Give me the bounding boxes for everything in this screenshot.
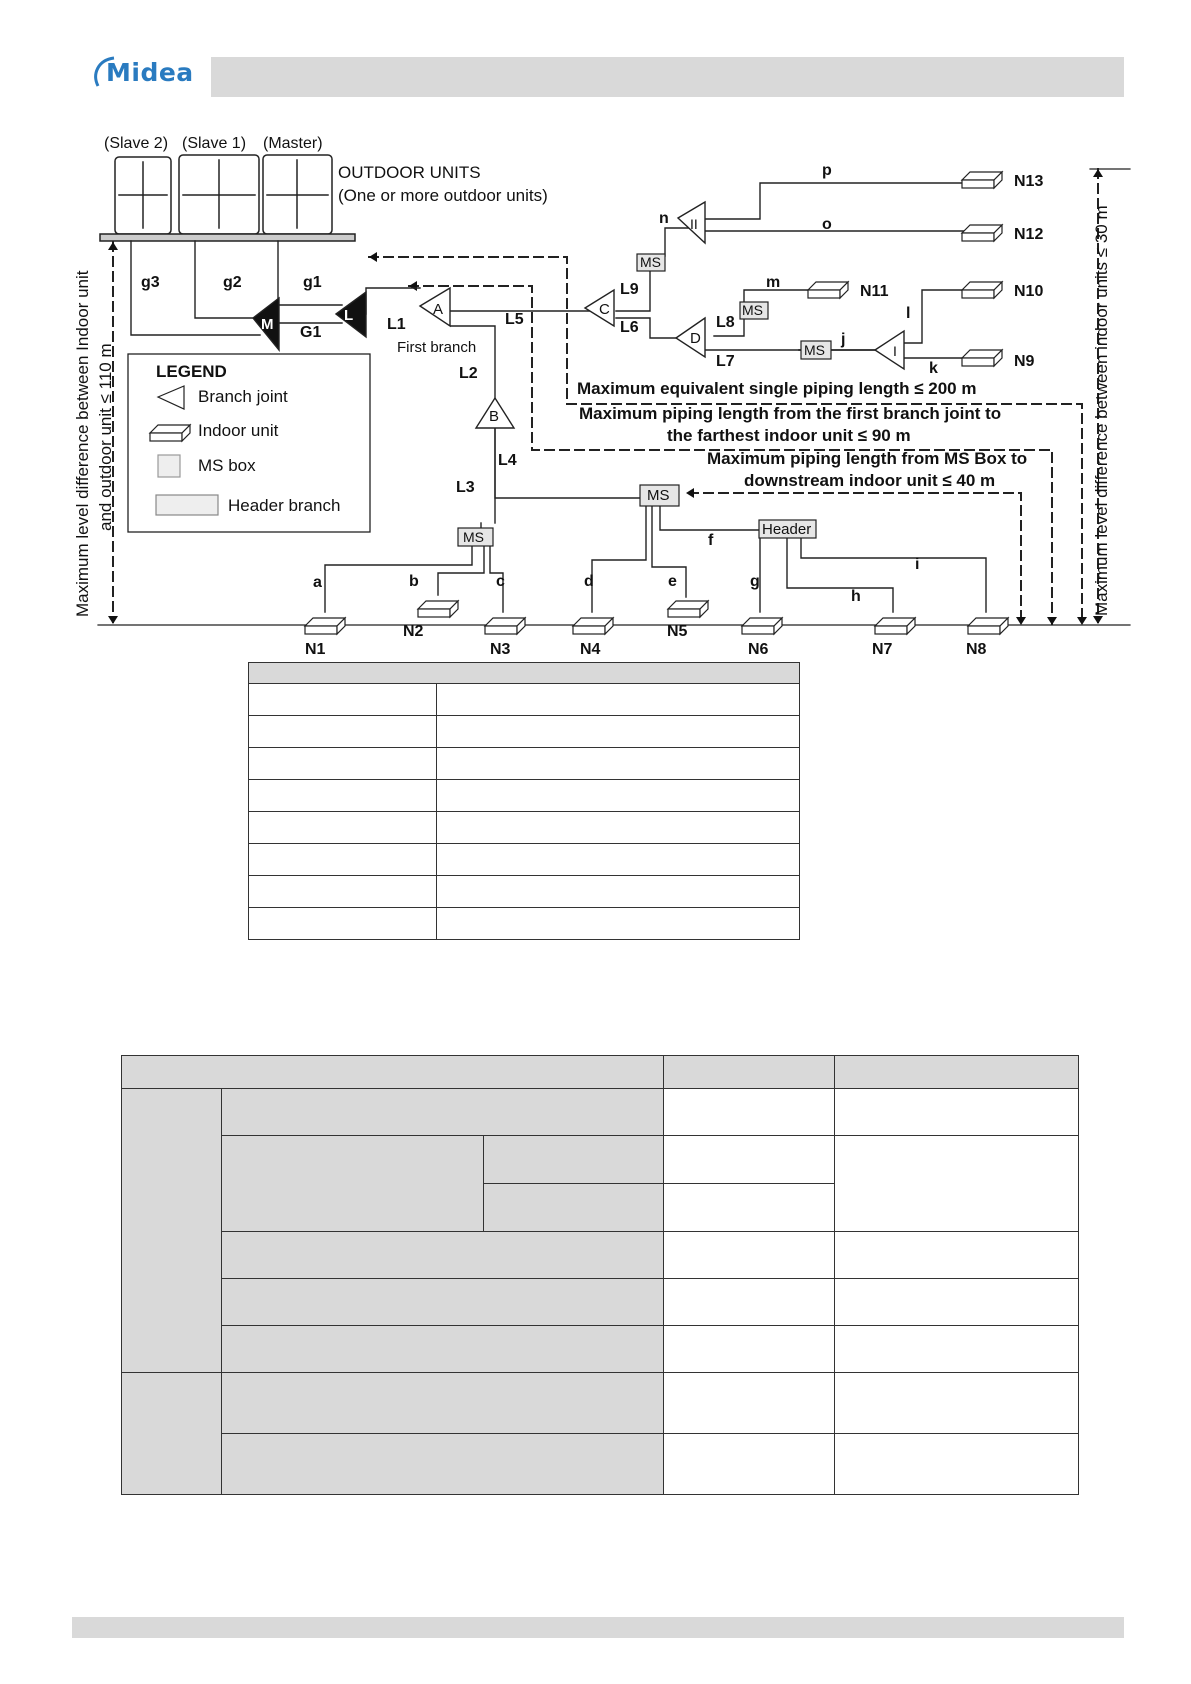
pipe-label-L6: L6 [620,319,639,336]
pipe-label-g: g [750,573,760,590]
pipe-label-a: a [313,574,322,591]
outdoor-units [100,155,355,241]
pipe-label-b: b [409,573,419,590]
limit-first-branch-line2: the farthest indoor unit ≤ 90 m [667,426,911,445]
pipe-label-L7: L7 [716,353,735,370]
limit-ms-box-line1: Maximum piping length from MS Box to [707,449,1028,468]
joint-label-I: I [893,343,897,359]
table-row [122,1232,1079,1279]
pipe-label-L2: L2 [459,365,478,382]
indoor-label-N2: N2 [403,623,424,640]
ms-label-2: MS [647,487,670,504]
limit-equivalent-length: Maximum equivalent single piping length ≤ 200 m [577,379,977,398]
table-row [122,1279,1079,1326]
pipe-label-L9: L9 [620,281,639,298]
pipe-label-L4: L4 [498,452,517,469]
table-row [249,876,800,908]
ms-boxes [458,254,831,546]
joint-label-L: L [344,307,354,324]
pipe-label-e: e [668,573,677,590]
table2-header-cell [664,1056,835,1089]
table-row [122,1434,1079,1495]
logo-text: Midea [106,58,194,87]
indoor-label-N7: N7 [872,641,893,658]
ms-label-1: MS [463,529,484,545]
legend-title: LEGEND [156,362,227,381]
pipe-label-g2: g2 [223,274,242,291]
pipe-label-f: f [708,532,714,549]
table-row [249,748,800,780]
pipe-label-L5: L5 [505,311,524,328]
limit-first-branch-line1: Maximum piping length from the first branch joint to [579,404,1002,423]
legend-item-indoor-unit: Indoor unit [198,421,279,440]
indoor-label-N1: N1 [305,641,326,658]
pipe-label-n: n [659,210,669,227]
pipe-label-L1: L1 [387,316,406,333]
legend-ms-box-icon [158,455,180,477]
outdoor-subtitle: (One or more outdoor units) [338,186,548,205]
pipe-label-i: i [915,556,920,573]
indoor-label-N13: N13 [1014,173,1044,190]
table1-header [249,663,800,684]
first-branch-label: First branch [397,339,477,356]
outdoor-title: OUTDOOR UNITS [338,163,481,182]
table2-header-cell [835,1056,1079,1089]
pipe-label-g1: g1 [303,274,322,291]
table-row [249,908,800,940]
legend-header-branch-icon [156,495,218,515]
indoor-label-N10: N10 [1014,283,1044,300]
joint-label-M: M [261,316,274,333]
pipe-label-d: d [584,573,594,590]
indoor-label-N12: N12 [1014,226,1044,243]
pipe-label-k: k [929,360,938,377]
pipe-label-G1: G1 [300,324,322,341]
table-row [249,780,800,812]
legend [128,354,370,532]
indoor-label-N8: N8 [966,641,987,658]
table-row [122,1136,1079,1184]
joint-label-II: II [690,216,698,232]
joint-label-C: C [599,301,610,318]
table-row [122,1373,1079,1434]
table-row [249,844,800,876]
table-row [249,716,800,748]
limit-level-io-line2: and outdoor unit ≤ 110 m [96,343,115,531]
pipe-label-L8: L8 [716,314,735,331]
pipe-label-l: l [906,305,911,322]
table2-header-cell [122,1056,664,1089]
piping-table-1 [248,662,800,940]
pipe-label-o: o [822,216,832,233]
table-row [249,684,800,716]
indoor-label-N3: N3 [490,641,511,658]
piping-table-2 [121,1055,1079,1495]
pipe-label-j: j [841,331,846,348]
indoor-label-N11: N11 [860,283,889,300]
footer-bar [72,1617,1124,1638]
ms-label-4: MS [742,302,763,318]
ms-label-5: MS [804,342,825,358]
pipe-label-c: c [496,573,505,590]
indoor-label-N9: N9 [1014,353,1035,370]
pipe-label-g3: g3 [141,274,160,291]
joint-label-A: A [433,301,444,318]
pipe-label-m: m [766,274,781,291]
table-row [122,1089,1079,1136]
table-row [122,1326,1079,1373]
indoor-label-N5: N5 [667,623,688,640]
legend-indoor-unit-icon [150,425,190,441]
limit-level-io-line1: Maximum level difference between Indoor unit [73,270,92,617]
limit-ms-box-line2: downstream indoor unit ≤ 40 m [744,471,996,490]
table-row [249,812,800,844]
legend-item-header-branch: Header branch [228,496,341,515]
master-label: (Master) [263,135,323,152]
indoor-label-N4: N4 [580,641,601,658]
ms-label-3: MS [640,254,661,270]
joint-label-D: D [690,330,701,347]
legend-item-ms-box: MS box [198,456,256,475]
pipe-label-h: h [851,588,861,605]
slave1-label: (Slave 1) [182,135,247,152]
slave2-label: (Slave 2) [104,135,169,152]
pipe-label-L3: L3 [456,479,475,496]
limit-level-ii: Maximum level difference between indoor units ≤ 30 m [1092,205,1111,616]
header-label: Header [762,521,812,538]
joint-label-B: B [489,408,500,425]
indoor-label-N6: N6 [748,641,769,658]
legend-item-branch-joint: Branch joint [198,387,288,406]
pipe-label-p: p [822,162,832,179]
